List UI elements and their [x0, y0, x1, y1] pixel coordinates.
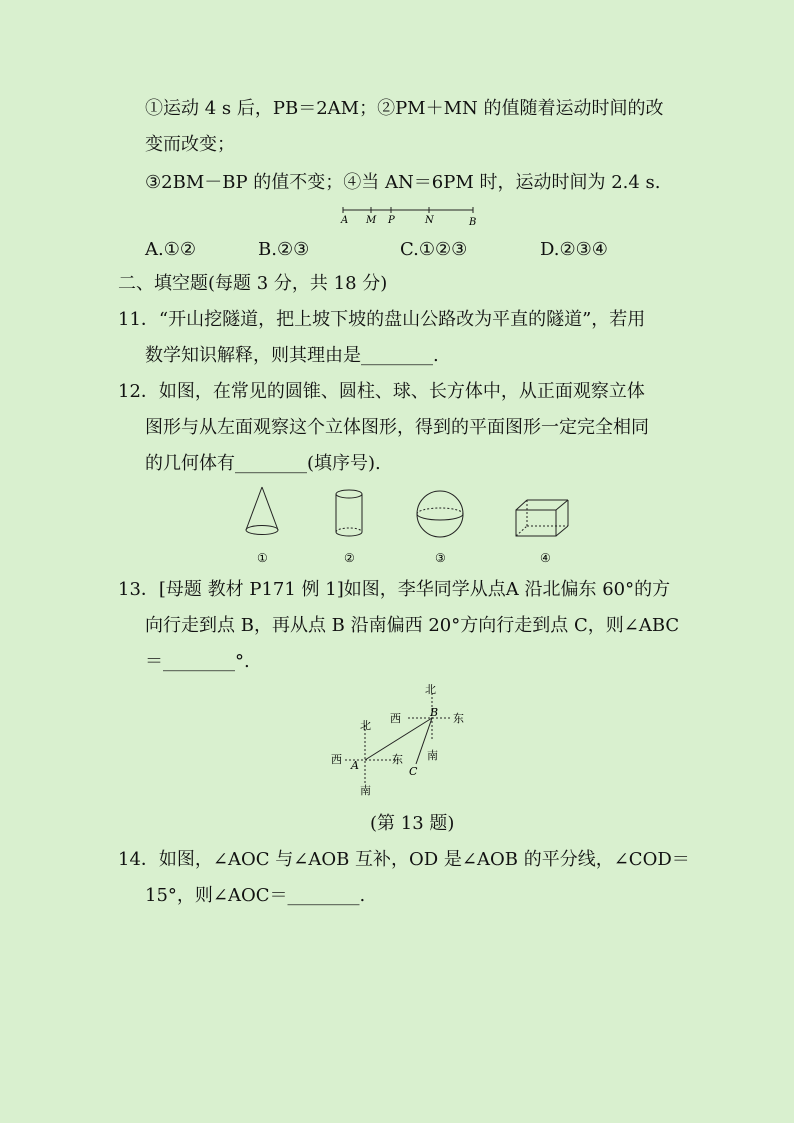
section-title: 二、填空题(每题 3 分，共 18 分): [118, 273, 388, 294]
cuboid-shape: [516, 500, 568, 536]
compass-a-west: 西: [331, 753, 342, 766]
compass-b-west: 西: [390, 712, 401, 725]
q10-option-a: A.①②: [145, 239, 196, 260]
q11-line-1: 11．“开山挖隧道，把上坡下坡的盘山公路改为平直的隧道”，若用: [118, 309, 646, 330]
shape-label-1: ①: [257, 551, 268, 565]
cone-shape: [246, 487, 278, 535]
figure-caption: (第 13 题): [370, 813, 455, 834]
q13-line-2: 向行走到点 B，再从点 B 沿南偏西 20°方向行走到点 C，则∠ABC: [145, 615, 680, 636]
q10-option-c: C.①②③: [400, 239, 468, 260]
shape-label-3: ③: [435, 551, 446, 565]
segment-label-b: B: [469, 217, 477, 227]
segment-label-m: M: [366, 215, 377, 226]
q12-line-3: 的几何体有________(填序号).: [145, 453, 381, 474]
compass-b-east: 东: [453, 712, 464, 725]
q10-segment-diagram: [335, 203, 485, 227]
q10-option-b: B.②③: [258, 239, 310, 260]
q12-solids-figure: [235, 484, 580, 566]
compass-a-south: 南: [360, 784, 371, 797]
q13-compass-diagram: [320, 680, 480, 800]
compass-a-north: 北: [360, 719, 371, 732]
segment-label-a: A: [341, 215, 349, 226]
segment-label-p: P: [388, 215, 395, 226]
q13-line-1: 13．[母题 教材 P171 例 1]如图，李华同学从点A 沿北偏东 60°的方: [118, 579, 671, 600]
q14-line-2: 15°，则∠AOC＝________.: [145, 885, 366, 906]
q10-statement-line-2: 变而改变；: [145, 134, 235, 155]
sphere-shape: [417, 491, 463, 537]
q13-line-3: ＝________°.: [145, 651, 250, 672]
shape-label-2: ②: [344, 551, 355, 565]
compass-b-south: 南: [427, 749, 438, 762]
segment-label-n: N: [425, 215, 434, 226]
compass-b-north: 北: [425, 683, 436, 696]
point-b-label: B: [430, 706, 439, 719]
q10-option-d: D.②③④: [540, 239, 608, 260]
point-c-label: C: [409, 765, 418, 778]
q11-line-2: 数学知识解释，则其理由是________.: [145, 345, 439, 366]
q12-line-2: 图形与从左面观察这个立体图形，得到的平面图形一定完全相同: [145, 417, 649, 438]
q12-line-1: 12．如图，在常见的圆锥、圆柱、球、长方体中，从正面观察立体: [118, 381, 645, 402]
shape-label-4: ④: [540, 551, 551, 565]
q10-statement-line-3: ③2BM－BP 的值不变；④当 AN＝6PM 时，运动时间为 2.4 s.: [145, 172, 661, 193]
point-a-label: A: [351, 759, 359, 772]
compass-a-east: 东: [392, 753, 403, 766]
cylinder-shape: [336, 490, 362, 536]
q10-statement-line-1: ①运动 4 s 后，PB＝2AM；②PM＋MN 的值随着运动时间的改: [145, 98, 664, 119]
q14-line-1: 14．如图，∠AOC 与∠AOB 互补，OD 是∠AOB 的平分线，∠COD＝: [118, 849, 690, 870]
